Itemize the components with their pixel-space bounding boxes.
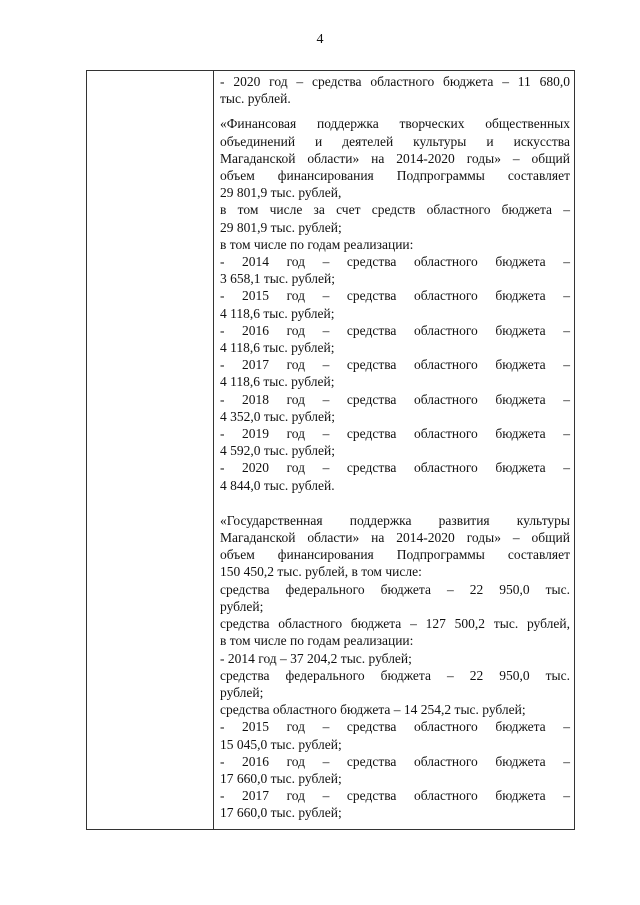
text-line: объем финансирования Подпрограммы составляет (220, 168, 570, 184)
text-line: 4 118,6 тыс. рублей; (220, 374, 335, 390)
text-line: - 2014 год – 37 204,2 тыс. рублей; (220, 650, 412, 666)
text-line: 4 844,0 тыс. рублей. (220, 477, 335, 493)
text-block (220, 115, 570, 493)
column-divider (213, 71, 214, 829)
table-content-cell (220, 73, 570, 822)
text-line: - 2020 год – средства областного бюджета – (220, 460, 570, 476)
text-line: средства областного бюджета – 127 500,2 тыс. рублей, (220, 616, 570, 632)
text-line: рублей; (220, 684, 264, 700)
text-line: в том числе за счет средств областного бюджета – (220, 202, 570, 218)
text-line: объем финансирования Подпрограммы составляет (220, 547, 570, 563)
text-line: - 2015 год – средства областного бюджета – (220, 719, 570, 735)
text-line: средства областного бюджета – 14 254,2 тыс. рублей; (220, 702, 526, 718)
text-line: средства федерального бюджета – 22 950,0 тыс. (220, 581, 570, 597)
text-line: рублей; (220, 598, 264, 614)
text-line: 29 801,9 тыс. рублей, (220, 185, 342, 201)
text-line: - 2017 год – средства областного бюджета – (220, 788, 570, 804)
text-line: - 2016 год – средства областного бюджета – (220, 322, 570, 338)
text-line: 15 045,0 тыс. рублей; (220, 736, 342, 752)
text-line: - 2015 год – средства областного бюджета – (220, 288, 570, 304)
text-line: в том числе по годам реализации: (220, 633, 414, 649)
text-line: - 2017 год – средства областного бюджета – (220, 357, 570, 373)
text-line: объединений и деятелей культуры и искусства (220, 133, 570, 149)
page-number: 4 (316, 32, 324, 47)
text-line: «Финансовая поддержка творческих общественных (220, 116, 570, 132)
text-line: Магаданской области» на 2014-2020 годы» – общий (220, 150, 570, 166)
text-line: тыс. рублей. (220, 91, 291, 107)
text-line: 29 801,9 тыс. рублей; (220, 219, 342, 235)
text-line: - 2014 год – средства областного бюджета – (220, 254, 570, 270)
text-line: 150 450,2 тыс. рублей, в том числе: (220, 564, 422, 580)
text-line: в том числе по годам реализации: (220, 236, 414, 252)
text-line: - 2019 год – средства областного бюджета – (220, 426, 570, 442)
text-line: - 2016 год – средства областного бюджета – (220, 753, 570, 769)
text-line: 4 592,0 тыс. рублей; (220, 443, 335, 459)
text-line: 3 658,1 тыс. рублей; (220, 271, 335, 287)
text-block (220, 73, 570, 107)
text-block (220, 512, 570, 822)
text-line: «Государственная поддержка развития культуры (220, 512, 570, 528)
text-line: Магаданской области» на 2014-2020 годы» – общий (220, 530, 570, 546)
text-line: 4 118,6 тыс. рублей; (220, 340, 335, 356)
document-table (86, 70, 575, 830)
text-line: 17 660,0 тыс. рублей; (220, 805, 342, 821)
text-line: 4 118,6 тыс. рублей; (220, 305, 335, 321)
paragraph-gap (220, 494, 570, 512)
paragraph-gap (220, 107, 570, 115)
text-line: - 2020 год – средства областного бюджета – 11 680,0 (220, 74, 570, 89)
text-line: 4 352,0 тыс. рублей; (220, 408, 335, 424)
text-line: средства федерального бюджета – 22 950,0 тыс. (220, 667, 570, 683)
text-line: 17 660,0 тыс. рублей; (220, 770, 342, 786)
text-line: - 2018 год – средства областного бюджета – (220, 391, 570, 407)
